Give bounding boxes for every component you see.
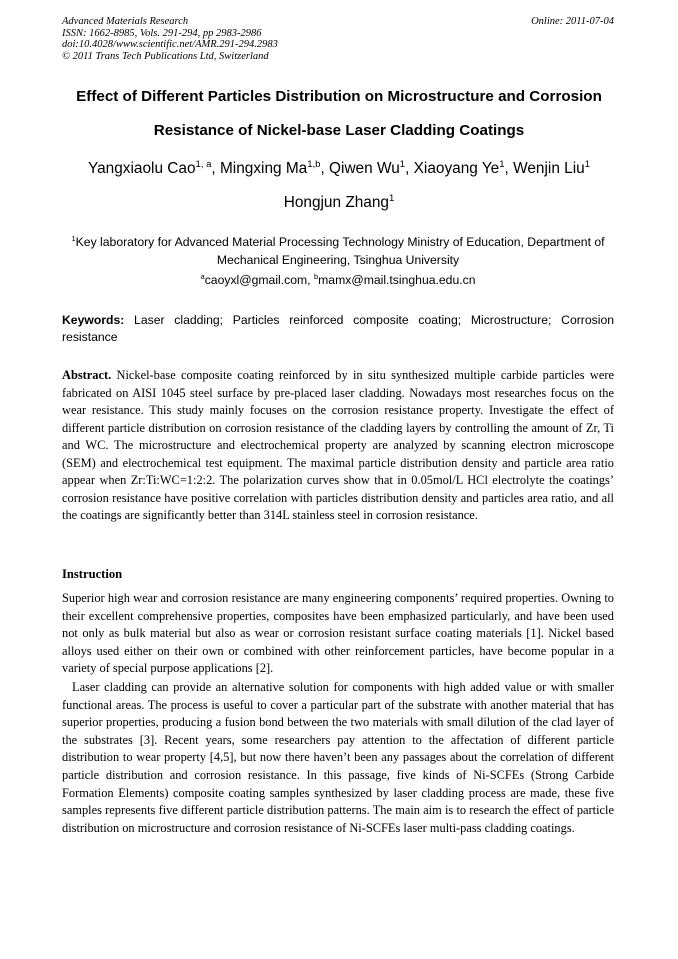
title-line-2: Resistance of Nickel-base Laser Cladding Coatings [153, 122, 525, 139]
author-name: Wenjin Liu [513, 160, 585, 178]
author-affil-mark: 1 [388, 193, 395, 204]
author-name: Xiaoyang Ye [413, 160, 500, 178]
copyright-line: © 2011 Trans Tech Publications Ltd, Switzerland [62, 50, 269, 62]
online-date: Online: 2011-07-04 [531, 16, 614, 27]
keywords [62, 312, 614, 346]
affiliation-mark: 1 [71, 234, 76, 243]
author-emails: $^a$caoyxl@gmail.com, $^b$mamx@mail.tsinghua.edu.cn [200, 272, 476, 288]
body-paragraph: Laser cladding can provide an alternative solution for components with high added value or with smaller functional areas. The process is useful to cover a particular part of the substrate with another material that has superior properties, producing a fusion bond between the two materials with small dilution of the clad layer of the substrates [3]. Recent years, some researchers pay attention to the affectation of different particle distribution to wear property [4,5], but now there haven’t been any passages about the correlation of different particle distribution and corrosion resistance. In this passage, five kinds of Ni-SCFEs (Strong Carbide Formation Elements) composite coating samples synthesized by laser cladding process are made, these five samples represents five different particle distribution patterns. The main aim is to research the effect of particle distribution on microstructure and corrosion resistance of Ni-SCFEs laser multi-pass cladding coatings. [62, 680, 614, 835]
doi-line: doi:10.4028/www.scientific.net/AMR.291-294.2983 [62, 39, 278, 50]
keywords-text: Laser cladding; Particles reinforced composite coating; Microstructure; Corrosion resistance [62, 313, 614, 344]
email-link[interactable]: caoyxl@gmail.com [204, 273, 308, 288]
abstract-label: Abstract. [62, 368, 112, 382]
author-affil-mark: 1, a [195, 159, 212, 170]
author-line-1: Yangxiaolu Cao$^{1, a}$, Mingxing Ma$^{1,b}$, Qiwen Wu$^1$, Xiaoyang Ye$^1$, Wenjin Liu$^1$ [87, 159, 591, 178]
keywords-label: Keywords: [62, 313, 125, 327]
email-mark: a [200, 272, 205, 281]
author-affil-mark: 1 [499, 159, 505, 170]
author-affil-mark: 1,b [307, 159, 321, 170]
page-header [62, 16, 614, 62]
author-name: Hongjun Zhang [283, 194, 389, 212]
email-mark: b [313, 272, 319, 281]
author-name: Qiwen Wu [329, 160, 400, 178]
abstract-text: Nickel-base composite coating reinforced by in situ synthesized multiple carbide particles were fabricated on AISI 1045 steel surface by pre-placed laser cladding. Nowadays most researches focus on the wear resistance. This study mainly focuses on the corrosion resistance property. Investigate the effect of different particle distribution on corrosion resistance of the cladding layers by controlling the amount of Zr, Ti and WC. The microstructure and electrochemical property are analyzed by scanning electron microscope (SEM) and electrochemical test equipment. The maximal particle distribution density and particle area ratio appear when Zr:Ti:WC=1:2:2. The polarization curves show that in 0.05mol/L HCl electrolyte the coatings’ corrosion resistance have positive correlation with particles distribution density and particles area ratio, and all the coatings are significantly better than 314L stainless steel in corrosion resistance. [62, 368, 614, 522]
issn-line: ISSN: 1662-8985, Vols. 291-294, pp 2983-2986 [62, 27, 262, 39]
affiliation-line-1: $^1$Key laboratory for Advanced Material Processing Technology Ministry of Education, Department of [71, 234, 605, 250]
author-line-2 [40, 193, 638, 212]
title-line-1: Effect of Different Particles Distribution on Microstructure and Corrosion [76, 88, 602, 105]
author-list [40, 159, 638, 212]
body-paragraph: Superior high wear and corrosion resistance are many engineering components’ required properties. Owning to their excellent comprehensive properties, composites have been emphasized particularly, and have been used not only as bulk material but also as wear or corrosion resistant surface coating materials [1]. Nickel based alloys used either on their own or combined with other reinforcement particles, have become popular in a variety of special purpose applications [2]. [62, 591, 614, 676]
section-heading: Instruction [62, 567, 123, 581]
author-affil-mark: 1 [584, 159, 591, 170]
author-affil-mark: 1 [399, 159, 406, 170]
author-name: Mingxing Ma [219, 160, 308, 178]
journal-name: Advanced Materials Research [62, 16, 189, 27]
affiliation [62, 230, 614, 269]
email-link[interactable]: mamx@mail.tsinghua.edu.cn [318, 273, 476, 288]
affiliation-line-2: Mechanical Engineering, Tsinghua University [216, 253, 460, 268]
abstract [62, 367, 614, 525]
author-name: Yangxiaolu Cao [87, 160, 196, 178]
